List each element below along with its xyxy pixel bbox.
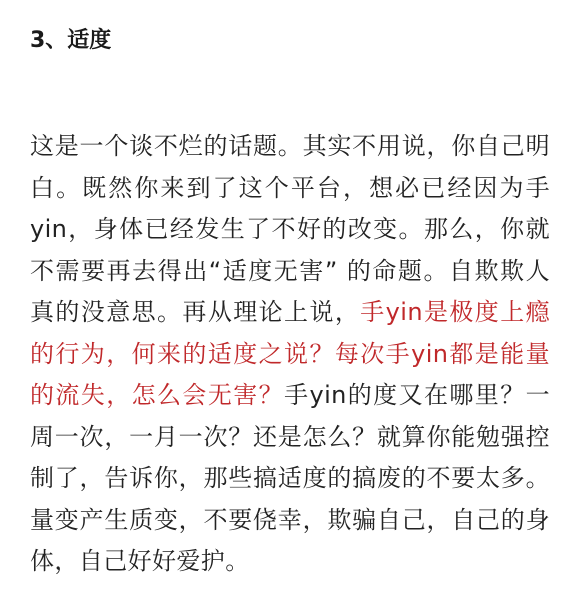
paragraph-intro-text: 这是一个谈不烂的话题。其实不用说，你自己明白。既然你来到了这个平台，想必已经因为手yin，身体已经发生了不好的改变。那么，你就不需要再去得出“适度无害” 的命题。自欺欺人真的没意思。再从理论上说，	[30, 132, 550, 326]
section-heading: 3、适度	[30, 28, 112, 53]
paragraph-highlight-text: 手yin是极度上瘾的行为，何来的适度之说？每次手yin都是能量的流失，怎么会无害？	[30, 298, 550, 409]
paragraph-rest-text: 手yin的度又在哪里？一周一次，一月一次？还是怎么？就算你能勉强控制了，告诉你，那些搞适度的搞废的不要太多。量变产生质变，不要侥幸，欺骗自己，自己的身体，自己好好爱护。	[30, 381, 550, 575]
article-paragraph	[30, 126, 550, 583]
